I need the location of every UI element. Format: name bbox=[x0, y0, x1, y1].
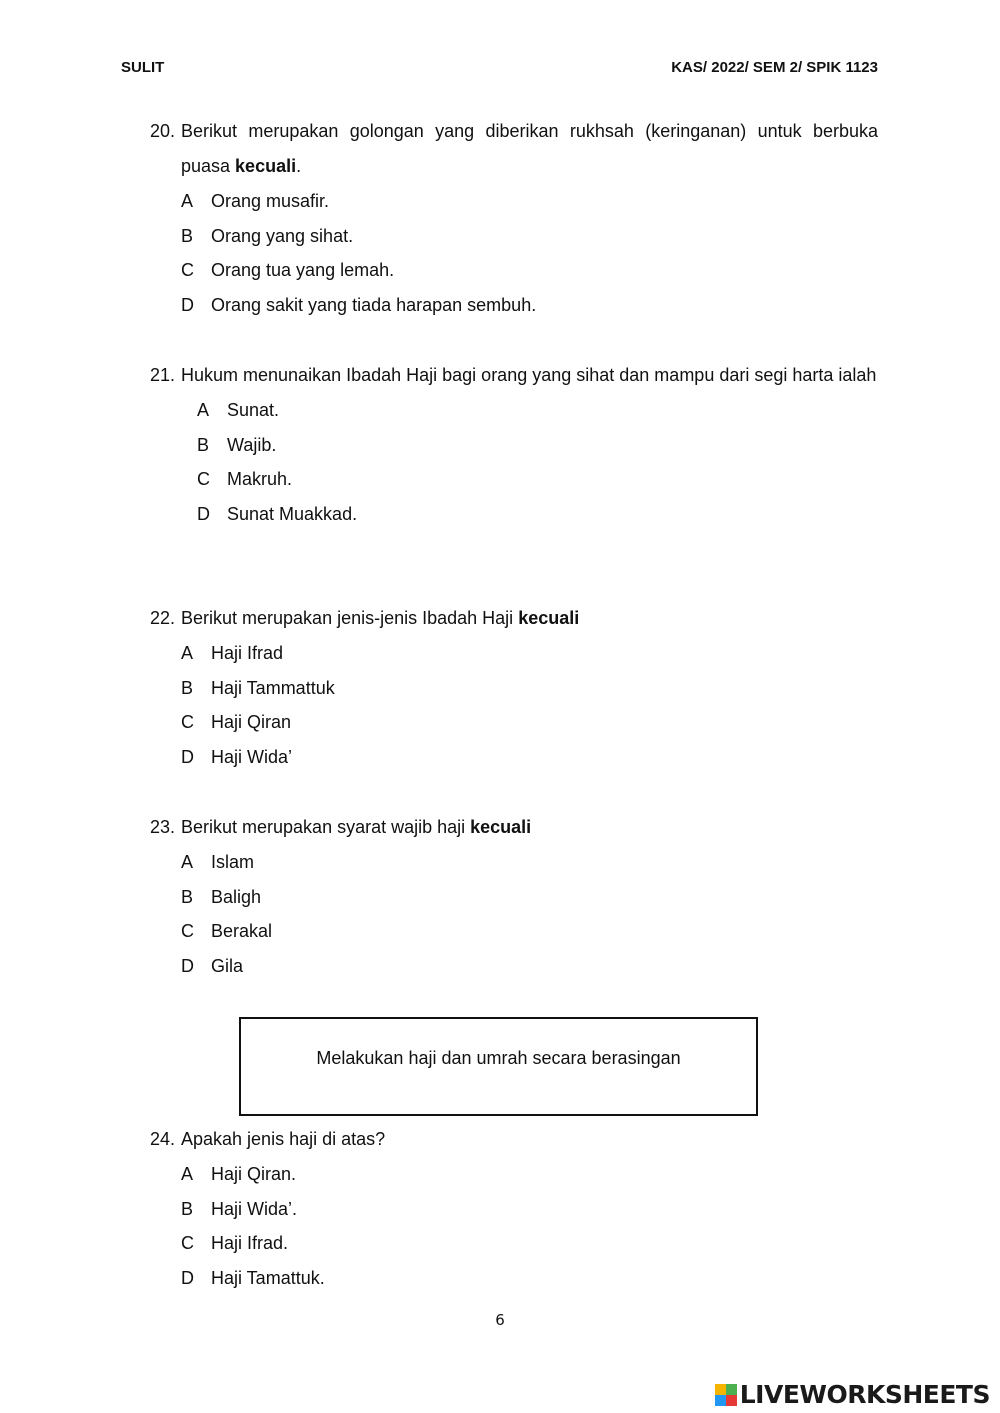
logo-cell bbox=[715, 1395, 726, 1406]
option-c[interactable]: C Makruh. bbox=[197, 469, 293, 490]
question-stem bbox=[181, 1122, 878, 1157]
liveworksheets-brand[interactable] bbox=[715, 1380, 990, 1409]
option-a[interactable]: A Islam bbox=[181, 852, 255, 872]
option-a[interactable]: A Haji Ifrad bbox=[181, 643, 284, 663]
logo-cell bbox=[726, 1395, 737, 1406]
question-20 bbox=[150, 114, 878, 322]
question-22 bbox=[150, 601, 878, 774]
option-c[interactable]: C Haji Qiran bbox=[181, 712, 292, 733]
header-left: SULIT bbox=[121, 59, 165, 76]
liveworksheets-logo-icon bbox=[715, 1384, 737, 1406]
stem-text: Berikut merupakan syarat wajib haji bbox=[181, 817, 471, 837]
question-stem bbox=[181, 114, 878, 184]
stem-end: . bbox=[296, 156, 302, 176]
option-d[interactable]: D Sunat Muakkad. bbox=[197, 503, 358, 524]
option-list bbox=[181, 845, 878, 983]
question-number: 23. bbox=[150, 817, 176, 837]
question-21 bbox=[150, 358, 878, 531]
stem-text: Apakah jenis haji di atas? bbox=[181, 1129, 386, 1149]
option-b[interactable]: B Haji Wida’. bbox=[181, 1198, 298, 1219]
page-number: 6 bbox=[495, 1311, 505, 1329]
option-a[interactable]: A Haji Qiran. bbox=[181, 1164, 297, 1184]
option-list bbox=[181, 184, 878, 322]
header-right: KAS/ 2022/ SEM 2/ SPIK 1123 bbox=[671, 59, 878, 76]
option-c[interactable]: C Berakal bbox=[181, 921, 273, 942]
stem-text: Berikut merupakan golongan yang diberikan rukhsah (keringanan) untuk berbuka puasa bbox=[181, 121, 878, 176]
option-a[interactable]: A Sunat. bbox=[197, 400, 280, 420]
option-b[interactable]: B Wajib. bbox=[197, 434, 277, 455]
logo-cell bbox=[715, 1384, 726, 1395]
option-c[interactable]: C Haji Ifrad. bbox=[181, 1233, 289, 1254]
question-23 bbox=[150, 810, 878, 983]
option-list bbox=[181, 1157, 878, 1295]
stem-text: Hukum menunaikan Ibadah Haji bagi orang yang sihat dan mampu dari segi harta ialah bbox=[181, 365, 877, 385]
question-number: 20. bbox=[150, 121, 176, 141]
logo-cell bbox=[726, 1384, 737, 1395]
question-number: 21. bbox=[150, 365, 176, 385]
question-stem bbox=[181, 601, 878, 636]
stem-emphasis: kecuali bbox=[518, 608, 580, 628]
question-stem bbox=[181, 358, 878, 393]
option-b[interactable]: B Haji Tammattuk bbox=[181, 677, 335, 698]
option-list bbox=[197, 393, 878, 531]
option-d[interactable]: D Gila bbox=[181, 955, 244, 976]
option-b[interactable]: B Orang yang sihat. bbox=[181, 225, 354, 246]
stem-emphasis: kecuali bbox=[470, 817, 532, 837]
option-d[interactable]: D Haji Tamattuk. bbox=[181, 1267, 325, 1288]
option-b[interactable]: B Baligh bbox=[181, 886, 262, 907]
stem-text: Berikut merupakan jenis-jenis Ibadah Haji bbox=[181, 608, 519, 628]
question-24 bbox=[150, 1122, 878, 1295]
statement-text: Melakukan haji dan umrah secara berasingan bbox=[316, 1048, 681, 1068]
brand-name: LIVEWORKSHEETS bbox=[739, 1380, 990, 1409]
stem-emphasis: kecuali bbox=[235, 156, 297, 176]
option-list bbox=[181, 636, 878, 774]
option-d[interactable]: D Orang sakit yang tiada harapan sembuh. bbox=[181, 294, 537, 315]
option-d[interactable]: D Haji Wida’ bbox=[181, 746, 293, 767]
question-number: 22. bbox=[150, 608, 176, 628]
statement-box bbox=[239, 1017, 758, 1116]
option-a[interactable]: A Orang musafir. bbox=[181, 191, 330, 211]
question-number: 24. bbox=[150, 1129, 176, 1149]
option-c[interactable]: C Orang tua yang lemah. bbox=[181, 260, 395, 281]
question-stem bbox=[181, 810, 878, 845]
